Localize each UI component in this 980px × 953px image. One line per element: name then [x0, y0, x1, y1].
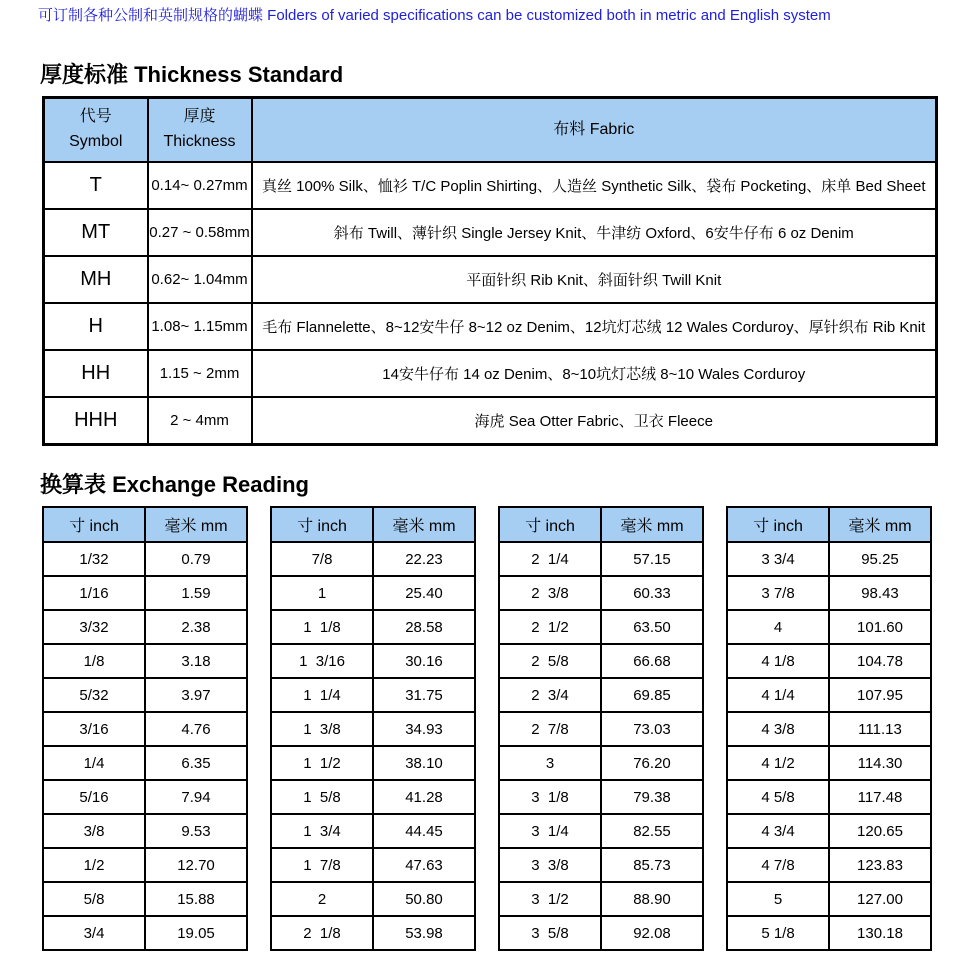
inch-cell: 5 — [727, 882, 829, 916]
inch-cell: 4 7/8 — [727, 848, 829, 882]
thickness-cell: 0.14~ 0.27mm — [148, 162, 252, 209]
mm-cell: 44.45 — [373, 814, 475, 848]
exchange-header-row — [43, 507, 247, 542]
inch-cell: 2 1/8 — [271, 916, 373, 950]
exchange-row — [727, 780, 931, 814]
inch-cell: 2 5/8 — [499, 644, 601, 678]
exchange-row — [727, 814, 931, 848]
mm-cell: 66.68 — [601, 644, 703, 678]
inch-cell: 5/8 — [43, 882, 145, 916]
mm-cell: 120.65 — [829, 814, 931, 848]
exchange-row — [499, 916, 703, 950]
exchange-row — [43, 780, 247, 814]
exchange-row — [43, 610, 247, 644]
mm-cell: 73.03 — [601, 712, 703, 746]
thickness-cell: 0.62~ 1.04mm — [148, 256, 252, 303]
inch-cell: 5/16 — [43, 780, 145, 814]
thickness-table — [42, 96, 938, 446]
inch-cell: 1 1/8 — [271, 610, 373, 644]
exchange-table-body — [43, 542, 247, 950]
inch-cell: 3 1/4 — [499, 814, 601, 848]
exchange-table-2 — [270, 506, 476, 951]
exchange-row — [499, 678, 703, 712]
exchange-row — [43, 746, 247, 780]
mm-cell: 30.16 — [373, 644, 475, 678]
inch-cell: 1/16 — [43, 576, 145, 610]
mm-cell: 1.59 — [145, 576, 247, 610]
fabric-cell: 毛布 Flannelette、8~12安牛仔 8~12 oz Denim、12坑灯芯绒 12 Wales Corduroy、厚针织布 Rib Knit — [252, 303, 937, 350]
thickness-column-header — [148, 98, 252, 163]
mm-cell: 117.48 — [829, 780, 931, 814]
exchange-row — [727, 644, 931, 678]
mm-cell: 3.97 — [145, 678, 247, 712]
fabric-cell: 斜布 Twill、薄针织 Single Jersey Knit、牛津纺 Oxford、6安牛仔布 6 oz Denim — [252, 209, 937, 256]
exchange-row — [727, 746, 931, 780]
exchange-row — [499, 576, 703, 610]
thickness-row — [44, 256, 937, 303]
exchange-row — [727, 576, 931, 610]
exchange-row — [727, 610, 931, 644]
inch-cell: 1/4 — [43, 746, 145, 780]
mm-cell: 34.93 — [373, 712, 475, 746]
inch-cell: 3 3/4 — [727, 542, 829, 576]
mm-cell: 12.70 — [145, 848, 247, 882]
exchange-row — [271, 678, 475, 712]
exchange-table-body — [499, 542, 703, 950]
symbol-cell: T — [44, 162, 148, 209]
mm-column-header: 毫米 mm — [601, 507, 703, 542]
mm-cell: 6.35 — [145, 746, 247, 780]
inch-cell: 3/4 — [43, 916, 145, 950]
inch-cell: 3 5/8 — [499, 916, 601, 950]
inch-cell: 5 1/8 — [727, 916, 829, 950]
inch-cell: 3/8 — [43, 814, 145, 848]
exchange-row — [727, 712, 931, 746]
mm-cell: 15.88 — [145, 882, 247, 916]
exchange-row — [43, 712, 247, 746]
thickness-cell: 1.08~ 1.15mm — [148, 303, 252, 350]
symbol-cell: HH — [44, 350, 148, 397]
inch-column-header: 寸 inch — [727, 507, 829, 542]
exchange-table-1 — [42, 506, 248, 951]
mm-column-header: 毫米 mm — [373, 507, 475, 542]
mm-cell: 63.50 — [601, 610, 703, 644]
inch-cell: 3 — [499, 746, 601, 780]
thickness-row — [44, 209, 937, 256]
mm-cell: 85.73 — [601, 848, 703, 882]
thickness-header-en: Thickness — [163, 133, 236, 150]
inch-cell: 1 7/8 — [271, 848, 373, 882]
inch-cell: 4 3/8 — [727, 712, 829, 746]
thickness-row — [44, 162, 937, 209]
inch-cell: 1 3/4 — [271, 814, 373, 848]
inch-cell: 4 — [727, 610, 829, 644]
exchange-row — [271, 882, 475, 916]
exchange-row — [271, 916, 475, 950]
mm-cell: 130.18 — [829, 916, 931, 950]
thickness-section-title: 厚度标准 Thickness Standard — [40, 62, 344, 87]
mm-cell: 60.33 — [601, 576, 703, 610]
exchange-row — [271, 542, 475, 576]
symbol-column-header — [44, 98, 148, 163]
exchange-row — [43, 678, 247, 712]
mm-column-header: 毫米 mm — [145, 507, 247, 542]
fabric-column-header: 布料 Fabric — [252, 98, 937, 163]
symbol-cell: MH — [44, 256, 148, 303]
symbol-cell: HHH — [44, 397, 148, 445]
exchange-row — [499, 644, 703, 678]
exchange-header-row — [271, 507, 475, 542]
mm-cell: 88.90 — [601, 882, 703, 916]
inch-cell: 2 7/8 — [499, 712, 601, 746]
exchange-row — [499, 814, 703, 848]
mm-cell: 9.53 — [145, 814, 247, 848]
mm-cell: 7.94 — [145, 780, 247, 814]
inch-cell: 1/32 — [43, 542, 145, 576]
mm-cell: 38.10 — [373, 746, 475, 780]
mm-cell: 82.55 — [601, 814, 703, 848]
exchange-row — [727, 848, 931, 882]
exchange-row — [43, 814, 247, 848]
mm-cell: 95.25 — [829, 542, 931, 576]
thickness-header-cn: 厚度 — [183, 108, 216, 126]
inch-cell: 1 1/2 — [271, 746, 373, 780]
exchange-row — [271, 746, 475, 780]
inch-cell: 4 3/4 — [727, 814, 829, 848]
inch-cell: 3 1/8 — [499, 780, 601, 814]
exchange-table-body — [727, 542, 931, 950]
thickness-row — [44, 350, 937, 397]
fabric-cell: 平面针织 Rib Knit、斜面针织 Twill Knit — [252, 256, 937, 303]
inch-cell: 2 3/4 — [499, 678, 601, 712]
inch-cell: 3/16 — [43, 712, 145, 746]
inch-cell: 1/2 — [43, 848, 145, 882]
mm-cell: 76.20 — [601, 746, 703, 780]
fabric-cell: 真丝 100% Silk、恤衫 T/C Poplin Shirting、人造丝 Synthetic Silk、袋布 Pocketing、床单 Bed Sheet — [252, 162, 937, 209]
exchange-row — [499, 610, 703, 644]
exchange-row — [43, 542, 247, 576]
exchange-row — [499, 848, 703, 882]
exchange-row — [43, 576, 247, 610]
mm-cell: 0.79 — [145, 542, 247, 576]
mm-cell: 69.85 — [601, 678, 703, 712]
exchange-row — [499, 882, 703, 916]
exchange-header-row — [727, 507, 931, 542]
thickness-cell: 2 ~ 4mm — [148, 397, 252, 445]
inch-cell: 7/8 — [271, 542, 373, 576]
mm-cell: 114.30 — [829, 746, 931, 780]
thickness-cell: 0.27 ~ 0.58mm — [148, 209, 252, 256]
mm-cell: 2.38 — [145, 610, 247, 644]
mm-cell: 28.58 — [373, 610, 475, 644]
mm-cell: 92.08 — [601, 916, 703, 950]
mm-cell: 111.13 — [829, 712, 931, 746]
inch-cell: 1 3/8 — [271, 712, 373, 746]
exchange-row — [43, 882, 247, 916]
exchange-row — [727, 882, 931, 916]
inch-cell: 5/32 — [43, 678, 145, 712]
exchange-table-4 — [726, 506, 932, 951]
symbol-cell: MT — [44, 209, 148, 256]
inch-cell: 4 1/2 — [727, 746, 829, 780]
symbol-header-cn: 代号 — [79, 108, 112, 126]
exchange-row — [43, 848, 247, 882]
exchange-row — [727, 542, 931, 576]
mm-cell: 50.80 — [373, 882, 475, 916]
mm-cell: 4.76 — [145, 712, 247, 746]
exchange-tables — [42, 506, 932, 951]
symbol-header-en: Symbol — [69, 133, 123, 150]
inch-cell: 1 3/16 — [271, 644, 373, 678]
mm-cell: 22.23 — [373, 542, 475, 576]
exchange-header-row — [499, 507, 703, 542]
inch-cell: 4 1/4 — [727, 678, 829, 712]
mm-cell: 107.95 — [829, 678, 931, 712]
exchange-row — [271, 712, 475, 746]
exchange-row — [271, 848, 475, 882]
mm-cell: 98.43 — [829, 576, 931, 610]
fabric-cell: 14安牛仔布 14 oz Denim、8~10坑灯芯绒 8~10 Wales Corduroy — [252, 350, 937, 397]
inch-cell: 2 — [271, 882, 373, 916]
exchange-row — [271, 644, 475, 678]
mm-cell: 25.40 — [373, 576, 475, 610]
mm-cell: 31.75 — [373, 678, 475, 712]
inch-cell: 1 — [271, 576, 373, 610]
thickness-table-body — [44, 162, 937, 445]
inch-cell: 1 1/4 — [271, 678, 373, 712]
exchange-row — [271, 780, 475, 814]
inch-cell: 4 5/8 — [727, 780, 829, 814]
mm-cell: 53.98 — [373, 916, 475, 950]
inch-cell: 3/32 — [43, 610, 145, 644]
inch-cell: 2 3/8 — [499, 576, 601, 610]
mm-cell: 101.60 — [829, 610, 931, 644]
inch-column-header: 寸 inch — [271, 507, 373, 542]
inch-cell: 4 1/8 — [727, 644, 829, 678]
symbol-cell: H — [44, 303, 148, 350]
mm-cell: 104.78 — [829, 644, 931, 678]
mm-cell: 19.05 — [145, 916, 247, 950]
thickness-row — [44, 303, 937, 350]
mm-cell: 41.28 — [373, 780, 475, 814]
inch-cell: 3 3/8 — [499, 848, 601, 882]
mm-cell: 57.15 — [601, 542, 703, 576]
inch-cell: 3 1/2 — [499, 882, 601, 916]
mm-cell: 127.00 — [829, 882, 931, 916]
exchange-row — [43, 644, 247, 678]
thickness-cell: 1.15 ~ 2mm — [148, 350, 252, 397]
inch-cell: 2 1/2 — [499, 610, 601, 644]
exchange-row — [271, 610, 475, 644]
exchange-table-3 — [498, 506, 704, 951]
exchange-row — [499, 542, 703, 576]
inch-cell: 3 7/8 — [727, 576, 829, 610]
exchange-row — [499, 712, 703, 746]
inch-column-header: 寸 inch — [499, 507, 601, 542]
mm-cell: 47.63 — [373, 848, 475, 882]
inch-cell: 2 1/4 — [499, 542, 601, 576]
exchange-row — [727, 678, 931, 712]
inch-column-header: 寸 inch — [43, 507, 145, 542]
thickness-row — [44, 397, 937, 445]
fabric-cell: 海虎 Sea Otter Fabric、卫衣 Fleece — [252, 397, 937, 445]
exchange-row — [727, 916, 931, 950]
inch-cell: 1 5/8 — [271, 780, 373, 814]
mm-cell: 123.83 — [829, 848, 931, 882]
exchange-row — [271, 576, 475, 610]
exchange-row — [499, 746, 703, 780]
inch-cell: 1/8 — [43, 644, 145, 678]
exchange-section-title: 换算表 Exchange Reading — [40, 472, 309, 497]
mm-column-header: 毫米 mm — [829, 507, 931, 542]
mm-cell: 79.38 — [601, 780, 703, 814]
exchange-table-body — [271, 542, 475, 950]
exchange-row — [499, 780, 703, 814]
exchange-row — [271, 814, 475, 848]
thickness-header-row — [44, 98, 937, 163]
exchange-row — [43, 916, 247, 950]
top-note: 可订制各种公制和英制规格的蝴蝶 Folders of varied specifications can be customized both in metric and English system — [38, 7, 831, 24]
mm-cell: 3.18 — [145, 644, 247, 678]
